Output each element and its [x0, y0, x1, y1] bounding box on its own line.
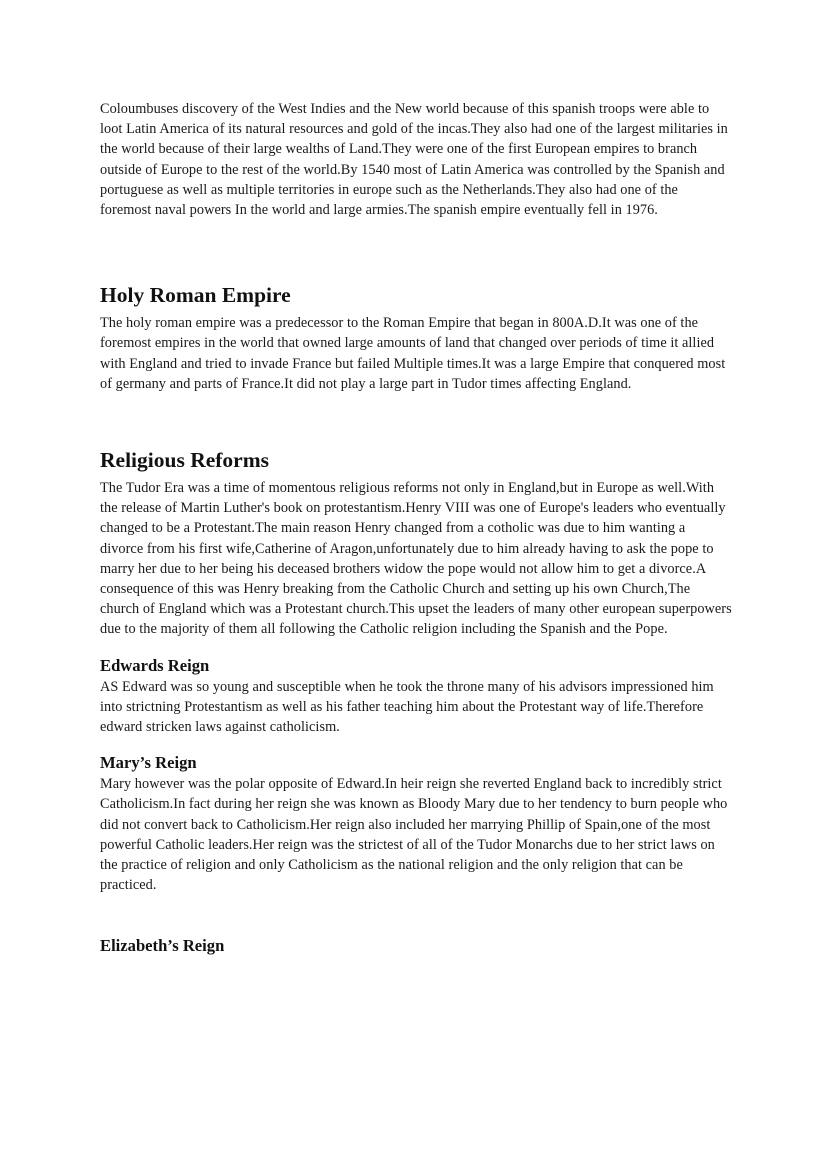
paragraph-marys-reign: Mary however was the polar opposite of Edward.In heir reign she reverted England back to incredibly strict Catholicism.In fact during her reign she was known as Bloody Mary due to her tendency to burn people who did not convert back to Catholicism.Her reign also included her marrying Phillip of Spain,one of the most powerful Catholic leaders.Her reign was the strictest of all of the Tudor Monarchs due to her strict laws on the practice of religion and only Catholicism as the national religion and the only religion that can be practiced. — [100, 776, 728, 894]
section-marys-reign — [100, 752, 732, 895]
paragraph-edwards-reign: AS Edward was so young and susceptible when he took the throne many of his advisors impressioned him into strictning Protestantism as well as his father teaching him about the Protestant way of life.Therefore edward stricken laws against catholicism. — [100, 678, 714, 736]
heading-marys-reign: Mary’s Reign — [100, 753, 197, 773]
section-elizabeths-reign — [100, 935, 732, 957]
paragraph-religious-reforms: The Tudor Era was a time of momentous religious reforms not only in England,but in Europe as well.With the release of Martin Luther's book on protestantism.Henry VIII was one of Europe's leaders who eventually changed to be a Protestant.The main reason Henry changed from a cotholic was due to him wanting a divorce from his first wife,Catherine of Aragon,unfortunately due to him already having to ask the pope to marry her due to her being his deceased brothers widow the pope would not allow him to get a divorce.A consequence of this was Henry breaking from the Catholic Church and setting up his own Church,The church of England which was a Protestant church.This upset the leaders of many other european superpowers due to the majority of them all following the Catholic religion including the Spanish and the Pope. — [100, 480, 732, 638]
heading-holy-roman-empire: Holy Roman Empire — [100, 283, 291, 308]
intro-paragraph: Coloumbuses discovery of the West Indies and the New world because of this spanish troops were able to loot Latin America of its natural resources and gold of the incas.They also had one of the largest militaries in the world because of their large wealths of Land.They were one of the first European empires to branch outside of Europe to the rest of the world.By 1540 most of Latin America was controlled by the Spanish and portuguese as well as multiple territories in europe such as the Netherlands.They also had one of the foremost naval powers In the world and large armies.The spanish empire eventually fell in 1976. — [100, 101, 728, 219]
section-religious-reforms — [100, 447, 732, 640]
paragraph-holy-roman-empire: The holy roman empire was a predecessor to the Roman Empire that began in 800A.D.It was one of the foremost empires in the world that owned large amounts of land that changed over periods of time it allied with England and tried to invade France but failed Multiple times.It was a large Empire that conquered most of germany and parts of France.It did not play a large part in Tudor times affecting England. — [100, 315, 726, 392]
document-page — [100, 99, 732, 957]
heading-edwards-reign: Edwards Reign — [100, 655, 210, 675]
section-edwards-reign — [100, 655, 732, 738]
heading-religious-reforms: Religious Reforms — [100, 448, 269, 473]
section-holy-roman-empire — [100, 282, 732, 394]
heading-elizabeths-reign: Elizabeth’s Reign — [100, 936, 225, 956]
